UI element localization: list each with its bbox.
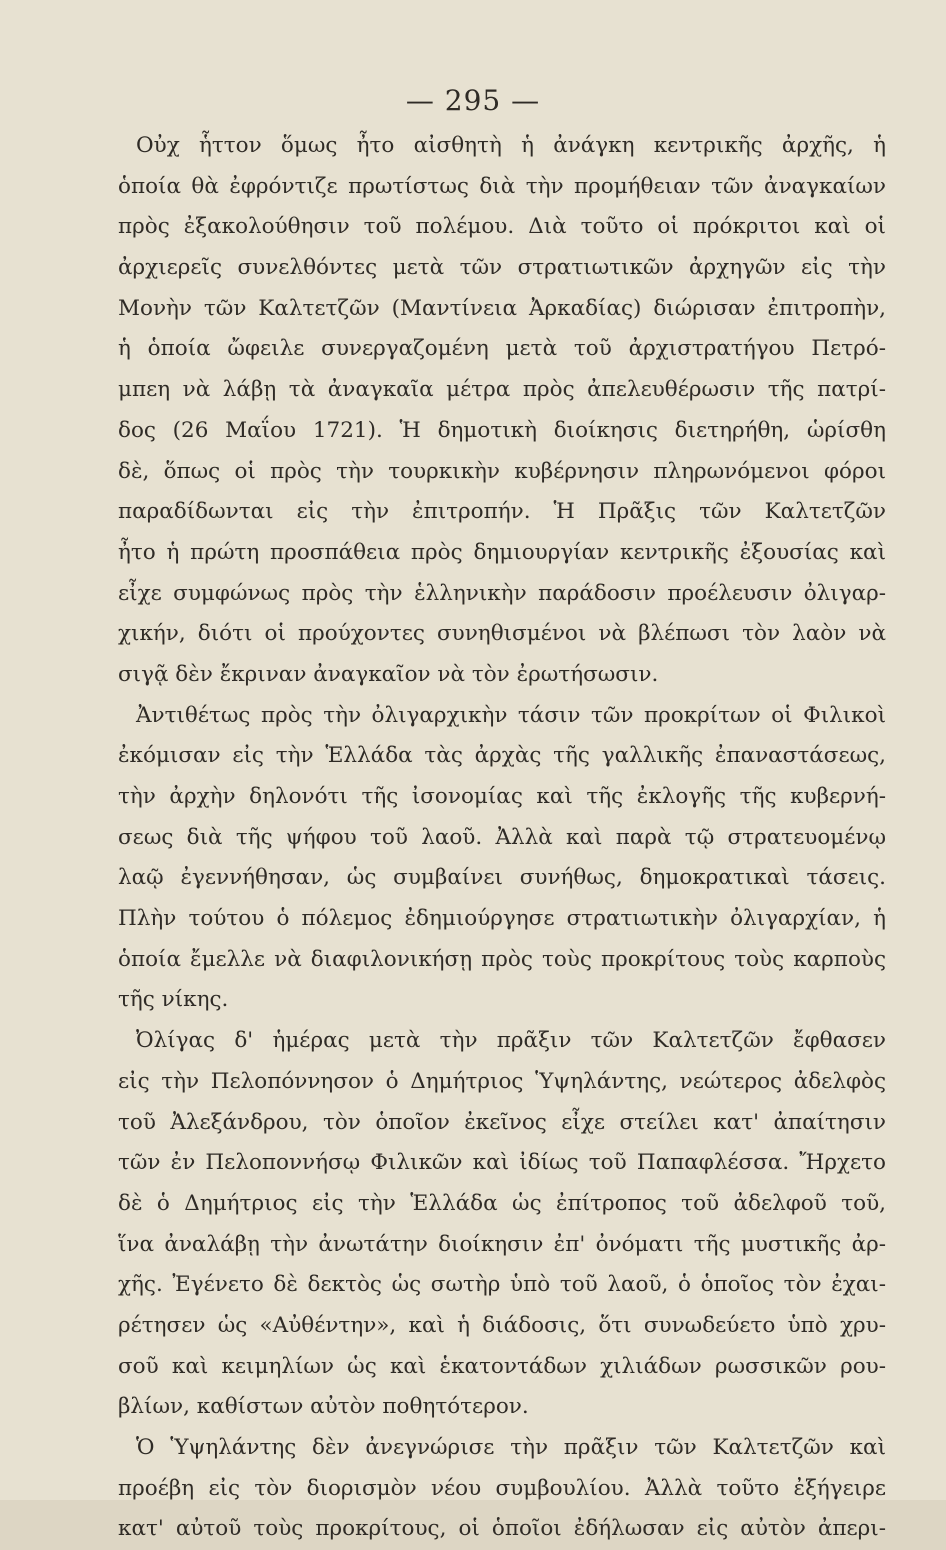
text-line: ὁποία ἔμελλε νὰ διαφιλονικήσῃ πρὸς τοὺς προκρίτους τοὺς καρποὺς — [118, 946, 886, 972]
text-line: δὲ, ὅπως οἱ πρὸς τὴν τουρκικὴν κυβέρνησιν πληρωνόμενοι φόροι — [118, 458, 886, 484]
text-line: Οὐχ ἧττον ὅμως ἦτο αἰσθητὴ ἡ ἀνάγκη κεντρικῆς ἀρχῆς, ἡ — [136, 133, 886, 158]
text-line: τὴν ἀρχὴν δηλονότι τῆς ἰσονομίας καὶ τῆς ἐκλογῆς τῆς κυβερνή- — [118, 784, 886, 809]
text-line: Ἀντιθέτως πρὸς τὴν ὀλιγαρχικὴν τάσιν τῶν προκρίτων οἱ Φιλικοὶ — [136, 702, 886, 728]
text-line: τοῦ Ἀλεξάνδρου, τὸν ὁποῖον ἐκεῖνος εἶχε στείλει κατ' ἀπαίτησιν — [118, 1109, 886, 1135]
text-line: τῆς νίκης. — [118, 987, 229, 1013]
text-line: Ὀλίγας δ' ἡμέρας μετὰ τὴν πρᾶξιν τῶν Καλτετζῶν ἔφθασεν — [136, 1028, 886, 1054]
text-line: σεως διὰ τῆς ψήφου τοῦ λαοῦ. Ἀλλὰ καὶ παρὰ τῷ στρατευομένῳ — [118, 824, 886, 850]
body-text — [118, 126, 886, 1550]
text-line: εἶχε συμφώνως πρὸς τὴν ἑλληνικὴν παράδοσιν προέλευσιν ὀλιγαρ- — [118, 580, 886, 606]
text-line: ἦτο ἡ πρώτη προσπάθεια πρὸς δημιουργίαν κεντρικῆς ἐξουσίας καὶ — [118, 539, 886, 565]
text-line: μπεη νὰ λάβῃ τὰ ἀναγκαῖα μέτρα πρὸς ἀπελευθέρωσιν τῆς πατρί- — [118, 377, 886, 403]
text-line: τῶν ἐν Πελοποννήσῳ Φιλικῶν καὶ ἰδίως τοῦ Παπαφλέσσα. Ἤρχετο — [118, 1150, 886, 1176]
page-number: — 295 — — [405, 84, 541, 117]
text-line: κατ' αὐτοῦ τοὺς προκρίτους, οἱ ὁποῖοι ἐδήλωσαν εἰς αὐτὸν ἀπερι- — [118, 1516, 886, 1542]
text-line: σιγᾷ δὲν ἔκριναν ἀναγκαῖον νὰ τὸν ἐρωτήσωσιν. — [118, 661, 659, 687]
text-line: ρέτησεν ὡς «Αὐθέντην», καὶ ἡ διάδοσις, ὅτι συνωδεύετο ὑπὸ χρυ- — [118, 1312, 886, 1338]
text-line: πρὸς ἐξακολούθησιν τοῦ πολέμου. Διὰ τοῦτο οἱ πρόκριτοι καὶ οἱ — [118, 214, 886, 240]
text-line: εἰς τὴν Πελοπόννησον ὁ Δημήτριος Ὑψηλάντης, νεώτερος ἀδελφὸς — [118, 1068, 886, 1094]
text-line: ἡ ὁποία ὤφειλε συνεργαζομένη μετὰ τοῦ ἀρχιστρατήγου Πετρό- — [118, 336, 886, 362]
text-line: σοῦ καὶ κειμηλίων ὡς καὶ ἑκατοντάδων χιλιάδων ρωσσικῶν ρου- — [118, 1353, 886, 1379]
text-line: λαῷ ἐγεννήθησαν, ὡς συμβαίνει συνήθως, δημοκρατικαὶ τάσεις. — [118, 865, 886, 891]
text-line: Ὁ Ὑψηλάντης δὲν ἀνεγνώρισε τὴν πρᾶξιν τῶν Καλτετζῶν καὶ — [136, 1435, 886, 1460]
text-line: προέβη εἰς τὸν διορισμὸν νέου συμβουλίου. Ἀλλὰ τοῦτο ἐξήγειρε — [118, 1475, 886, 1501]
text-line: Πλὴν τούτου ὁ πόλεμος ἐδημιούργησε στρατιωτικὴν ὀλιγαρχίαν, ἡ — [118, 906, 886, 932]
text-line: δος (26 Μαΐου 1721). Ἡ δημοτικὴ διοίκησις διετηρήθη, ὡρίσθη — [118, 417, 886, 443]
text-line: χικήν, διότι οἱ προύχοντες συνηθισμένοι νὰ βλέπωσι τὸν λαὸν νὰ — [118, 621, 886, 647]
text-line: ὁποία θὰ ἐφρόντιζε πρωτίστως διὰ τὴν προμήθειαν τῶν ἀναγκαίων — [118, 173, 886, 199]
text-line: δὲ ὁ Δημήτριος εἰς τὴν Ἑλλάδα ὡς ἐπίτροπος τοῦ ἀδελφοῦ τοῦ, — [118, 1190, 886, 1216]
text-line: παραδίδωνται εἰς τὴν ἐπιτροπήν. Ἡ Πρᾶξις τῶν Καλτετζῶν — [118, 499, 886, 525]
text-line: βλίων, καθίστων αὐτὸν ποθητότερον. — [118, 1394, 529, 1420]
text-line: ἐκόμισαν εἰς τὴν Ἑλλάδα τὰς ἀρχὰς τῆς γαλλικῆς ἐπαναστάσεως, — [118, 743, 886, 769]
text-line: Μονὴν τῶν Καλτετζῶν (Μαντίνεια Ἀρκαδίας) διώρισαν ἐπιτροπὴν, — [118, 295, 886, 321]
text-line: ἵνα ἀναλάβῃ τὴν ἀνωτάτην διοίκησιν ἐπ' ὀνόματι τῆς μυστικῆς ἀρ- — [118, 1231, 886, 1257]
text-line: χῆς. Ἐγένετο δὲ δεκτὸς ὡς σωτὴρ ὑπὸ τοῦ λαοῦ, ὁ ὁποῖος τὸν ἐχαι- — [118, 1272, 886, 1298]
text-line: ἀρχιερεῖς συνελθόντες μετὰ τῶν στρατιωτικῶν ἀρχηγῶν εἰς τὴν — [118, 255, 886, 281]
